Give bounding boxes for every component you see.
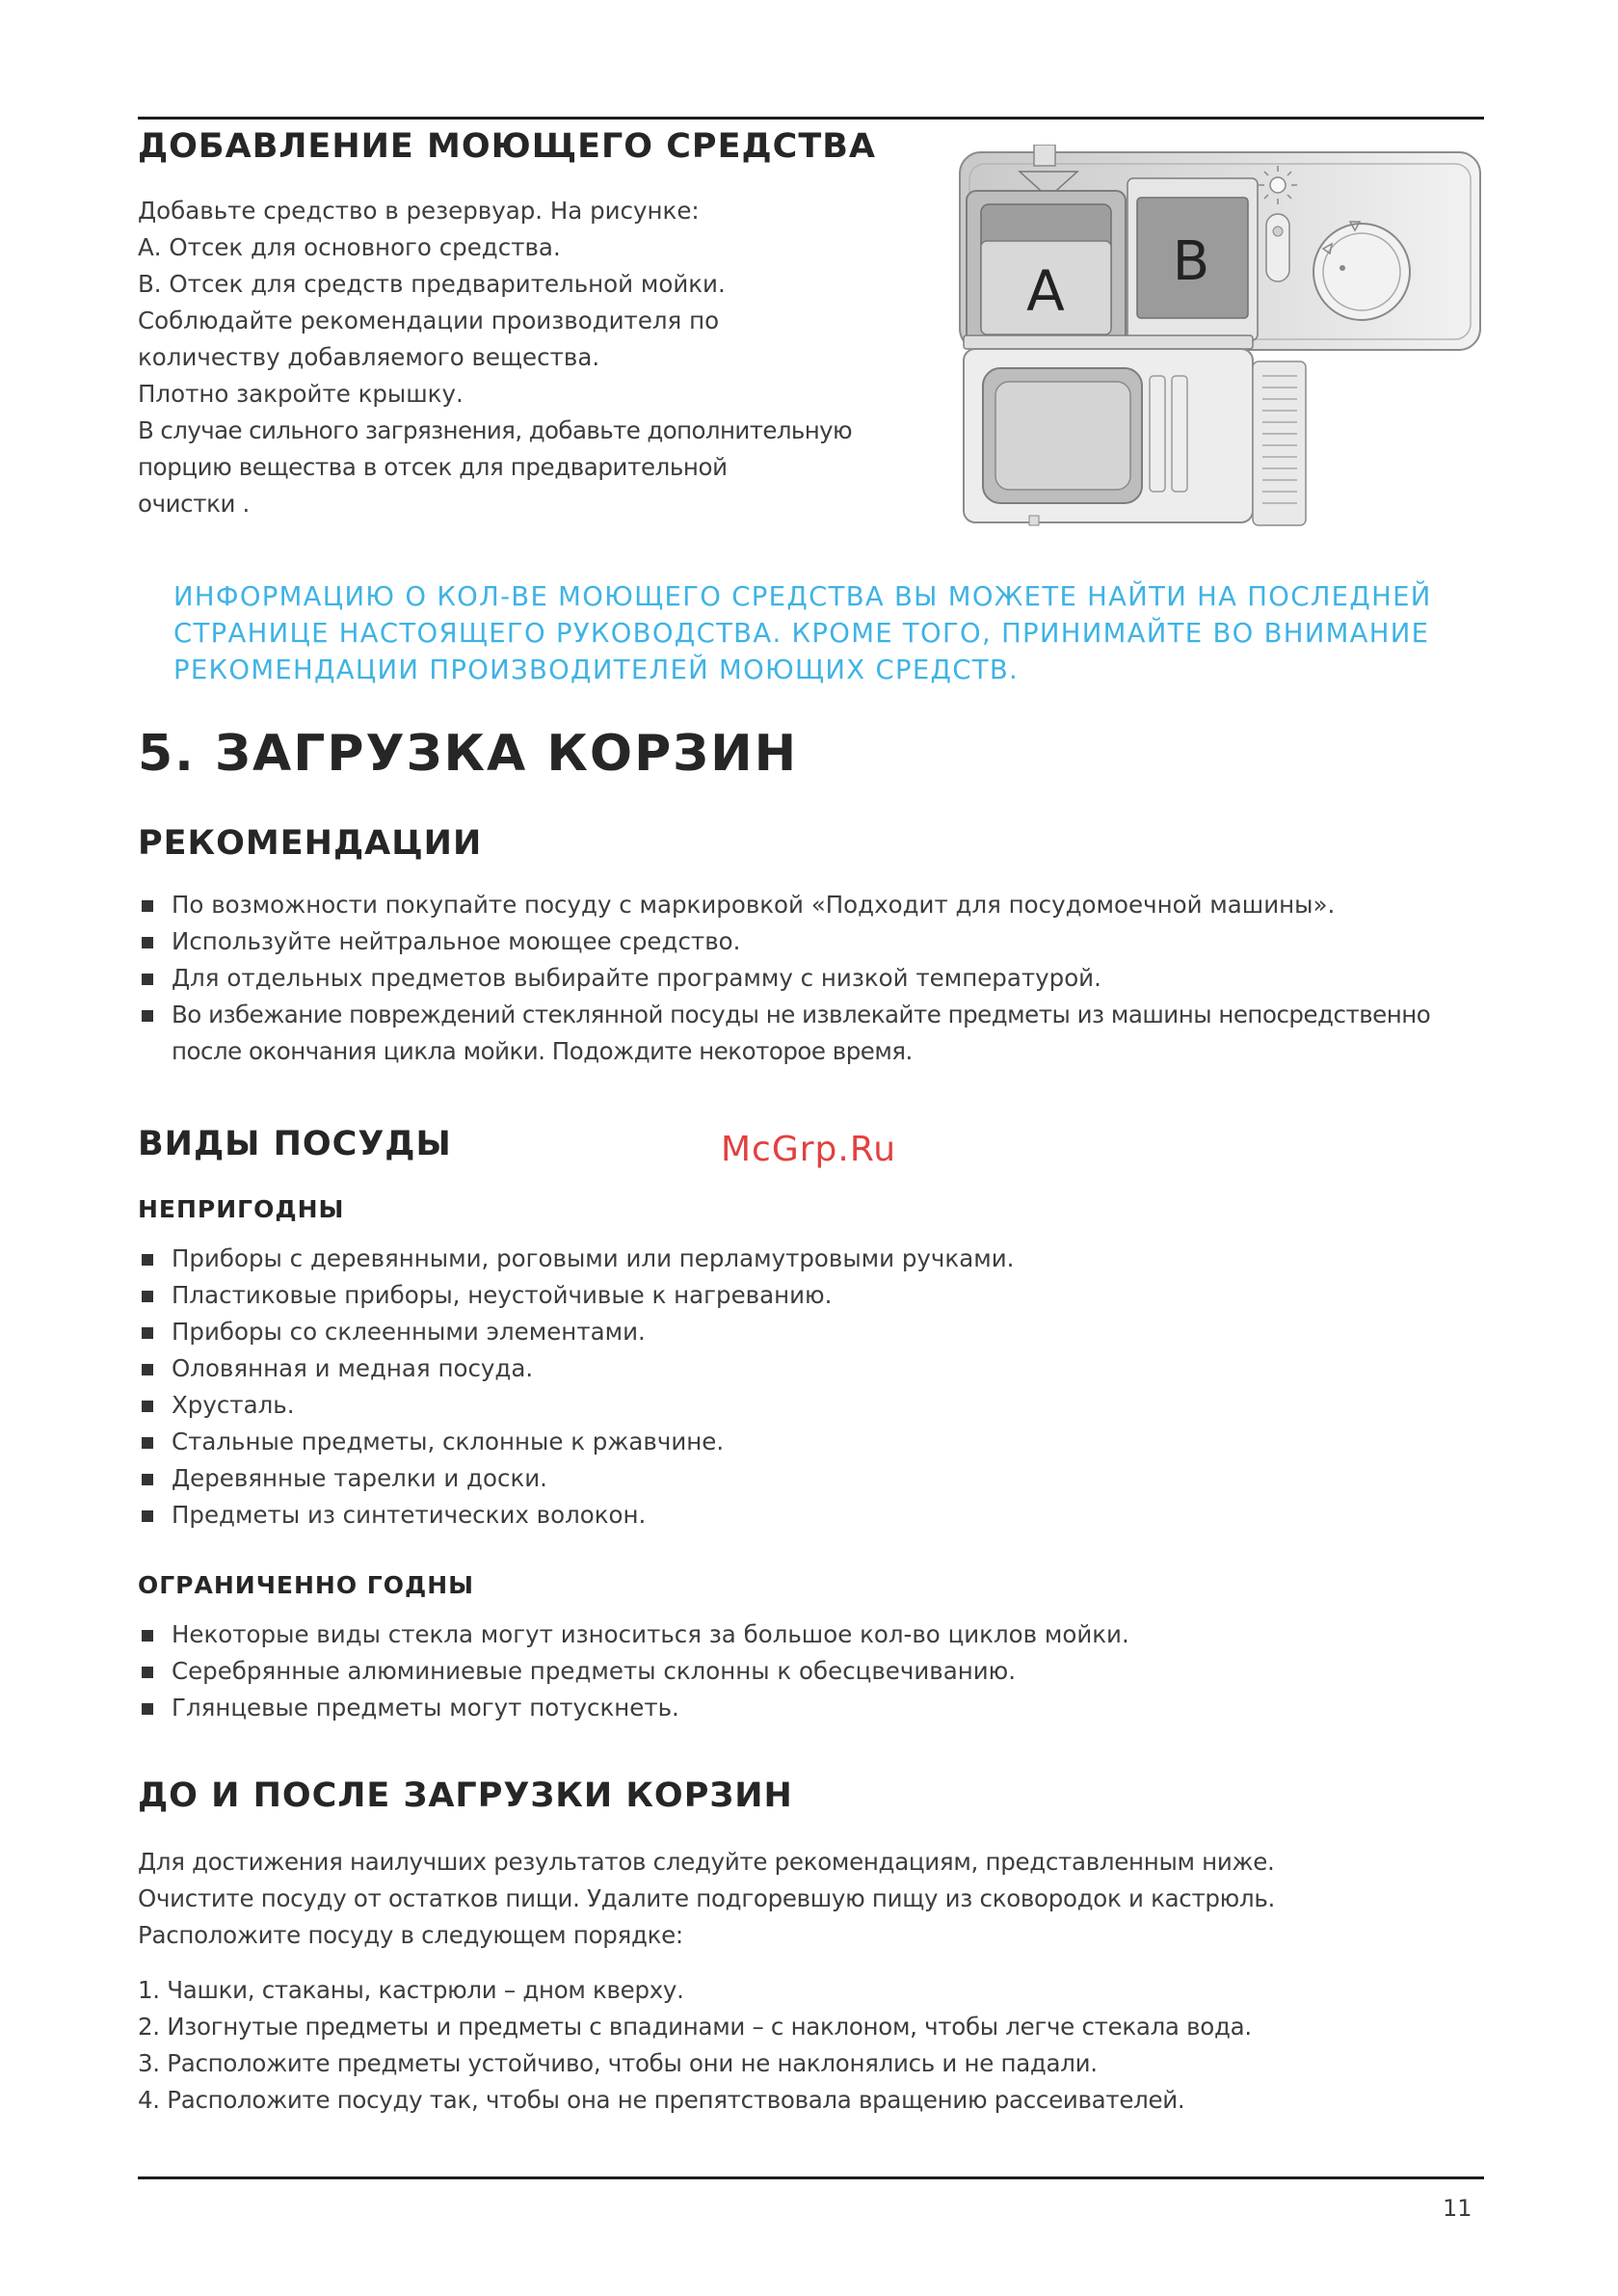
list-item: Серебрянные алюминиевые предметы склонны к обесцвечиванию. bbox=[138, 1653, 1129, 1690]
notice-line: ИНФОРМАЦИЮ О КОЛ-ВЕ МОЮЩЕГО СРЕДСТВА ВЫ МОЖЕТЕ НАЙТИ НА ПОСЛЕДНЕЙ bbox=[173, 581, 1432, 612]
list-item: По возможности покупайте посуду с маркировкой «Подходит для посудомоечной машины». bbox=[138, 887, 1430, 923]
bullet-icon bbox=[142, 1010, 153, 1022]
section-heading-recommendations: РЕКОМЕНДАЦИИ bbox=[138, 824, 483, 863]
bullet-icon bbox=[142, 1630, 153, 1642]
list-item: Некоторые виды стекла могут износиться за большое кол-во циклов мойки. bbox=[138, 1616, 1129, 1653]
text-line: Для достижения наилучших результатов следуйте рекомендациям, представленным ниже. bbox=[138, 1848, 1275, 1876]
bullet-icon bbox=[142, 937, 153, 948]
text-line: Плотно закройте крышку. bbox=[138, 380, 464, 408]
detergent-instructions bbox=[138, 193, 852, 522]
list-item: Хрусталь. bbox=[138, 1387, 1014, 1424]
unsuitable-list bbox=[138, 1241, 1014, 1534]
list-item: Предметы из синтетических волокон. bbox=[138, 1497, 1014, 1534]
list-item: 3. Расположите предметы устойчиво, чтобы они не наклонялись и не падали. bbox=[138, 2049, 1098, 2077]
bottom-rule bbox=[138, 2176, 1484, 2179]
text-line: Очистите посуду от остатков пищи. Удалите подгоревшую пищу из сковородок и кастрюль. bbox=[138, 1884, 1275, 1912]
list-item: Стальные предметы, склонные к ржавчине. bbox=[138, 1424, 1014, 1460]
text-line: Добавьте средство в резервуар. На рисунке: bbox=[138, 197, 700, 225]
limited-list bbox=[138, 1616, 1129, 1726]
text-line: Расположите посуду в следующем порядке: bbox=[138, 1921, 683, 1949]
text-line: В. Отсек для средств предварительной мойки. bbox=[138, 270, 726, 298]
recommendations-list bbox=[138, 887, 1430, 1070]
text-line: Соблюдайте рекомендации производителя по bbox=[138, 307, 720, 334]
bullet-icon bbox=[142, 1510, 153, 1522]
list-item: Глянцевые предметы могут потускнеть. bbox=[138, 1690, 1129, 1726]
bullet-icon bbox=[142, 1474, 153, 1485]
bullet-icon bbox=[142, 900, 153, 912]
loading-steps-list bbox=[138, 1972, 1252, 2119]
bullet-icon bbox=[142, 1291, 153, 1302]
bullet-icon bbox=[142, 1327, 153, 1339]
list-item: Пластиковые приборы, неустойчивые к нагреванию. bbox=[138, 1277, 1014, 1314]
subheading-limited: ОГРАНИЧЕННО ГОДНЫ bbox=[138, 1571, 475, 1599]
list-item: Для отдельных предметов выбирайте программу с низкой температурой. bbox=[138, 960, 1430, 997]
bullet-icon bbox=[142, 1364, 153, 1375]
dispenser-illustration bbox=[952, 145, 1488, 528]
watermark-text: McGrp.Ru bbox=[721, 1130, 897, 1169]
list-item: Используйте нейтральное моющее средство. bbox=[138, 923, 1430, 960]
bullet-icon bbox=[142, 1667, 153, 1678]
subheading-unsuitable: НЕПРИГОДНЫ bbox=[138, 1195, 345, 1223]
text-line: очистки . bbox=[138, 490, 250, 518]
bullet-icon bbox=[142, 974, 153, 985]
section-heading-dish-types: ВИДЫ ПОСУДЫ bbox=[138, 1125, 452, 1163]
list-item: Приборы со склеенными элементами. bbox=[138, 1314, 1014, 1350]
dosage-dial-icon bbox=[1313, 222, 1410, 320]
list-item: Оловянная и медная посуда. bbox=[138, 1350, 1014, 1387]
bullet-icon bbox=[142, 1254, 153, 1266]
section-heading-detergent: ДОБАВЛЕНИЕ МОЮЩЕГО СРЕДСТВА bbox=[138, 127, 876, 166]
page-number: 11 bbox=[1443, 2195, 1472, 2222]
list-item: 4. Расположите посуду так, чтобы она не препятствовала вращению рассеивателей. bbox=[138, 2086, 1185, 2114]
label-a: A bbox=[1026, 258, 1065, 324]
bullet-icon bbox=[142, 1401, 153, 1412]
list-item: 1. Чашки, стаканы, кастрюли – дном кверху. bbox=[138, 1976, 684, 2004]
notice-line: РЕКОМЕНДАЦИИ ПРОИЗВОДИТЕЛЕЙ МОЮЩИХ СРЕДСТВ. bbox=[173, 654, 1020, 685]
detergent-notice bbox=[173, 578, 1455, 688]
list-item: Деревянные тарелки и доски. bbox=[138, 1460, 1014, 1497]
detergent-dispenser-figure bbox=[952, 145, 1488, 528]
list-item: Приборы с деревянными, роговыми или перламутровыми ручками. bbox=[138, 1241, 1014, 1277]
before-after-intro bbox=[138, 1844, 1275, 1954]
text-line: В случае сильного загрязнения, добавьте дополнительную bbox=[138, 416, 853, 444]
text-line: порцию вещества в отсек для предварительной bbox=[138, 453, 728, 481]
section-heading-before-after: ДО И ПОСЛЕ ЗАГРУЗКИ КОРЗИН bbox=[138, 1776, 793, 1815]
list-item: 2. Изогнутые предметы и предметы с впадинами – с наклоном, чтобы легче стекала вода. bbox=[138, 2013, 1252, 2041]
rinse-level-indicator bbox=[1266, 214, 1289, 281]
notice-line: СТРАНИЦЕ НАСТОЯЩЕГО РУКОВОДСТВА. КРОМЕ ТОГО, ПРИНИМАЙТЕ ВО ВНИМАНИЕ bbox=[173, 618, 1430, 649]
top-rule bbox=[138, 117, 1484, 120]
indicator-light-icon bbox=[1259, 166, 1297, 204]
bullet-icon bbox=[142, 1437, 153, 1449]
text-line: А. Отсек для основного средства. bbox=[138, 233, 561, 261]
bullet-icon bbox=[142, 1703, 153, 1715]
text-line: количеству добавляемого вещества. bbox=[138, 343, 600, 371]
chapter-title: 5. ЗАГРУЗКА КОРЗИН bbox=[138, 725, 799, 783]
list-item: Во избежание повреждений стеклянной посуды не извлекайте предметы из машины непосредственно после окончания цикла мойки. Подождите некоторое время. bbox=[138, 997, 1430, 1070]
label-b: B bbox=[1172, 230, 1210, 293]
